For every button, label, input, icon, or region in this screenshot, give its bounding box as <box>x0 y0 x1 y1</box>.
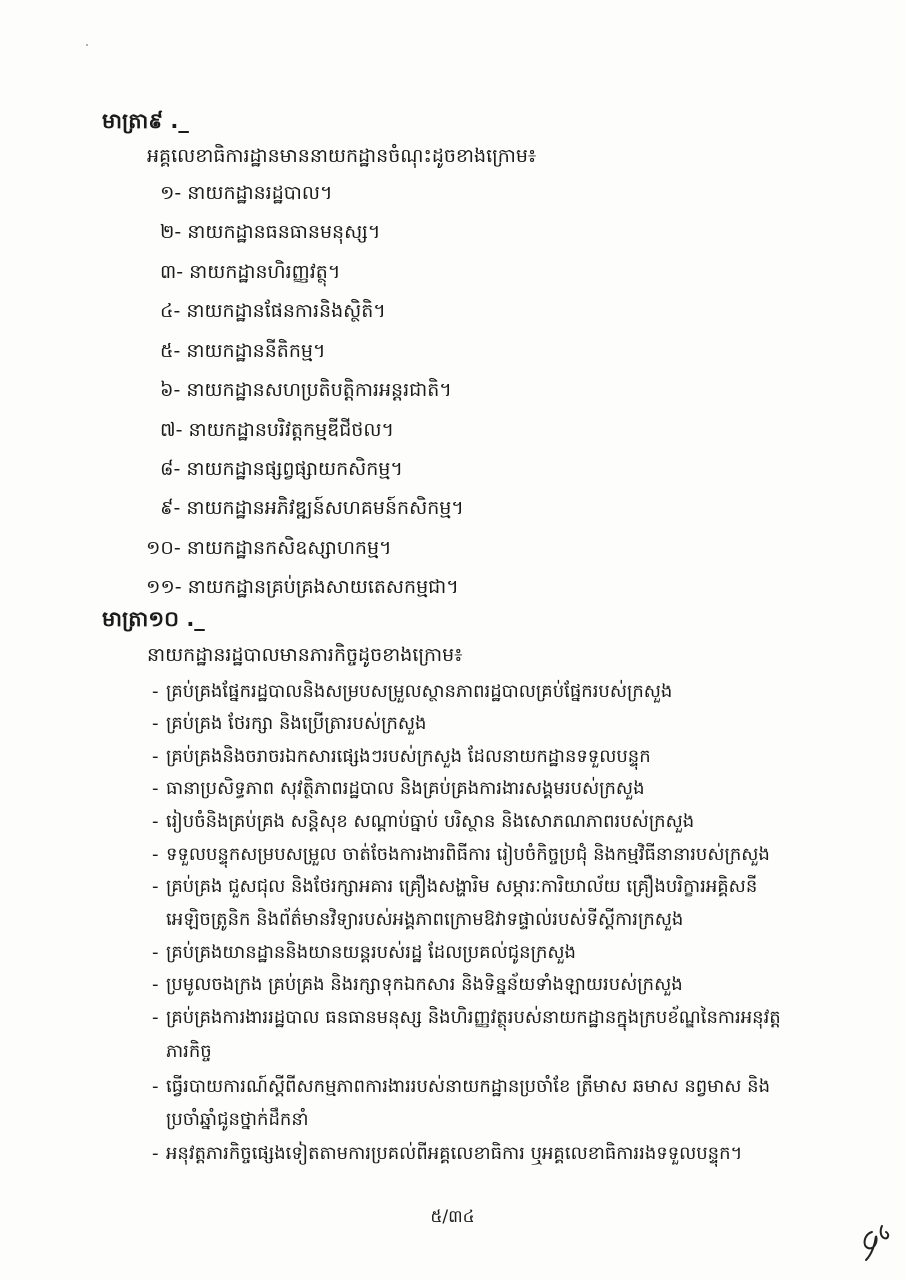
bullet-dash: - <box>152 713 159 734</box>
bullet-dash: - <box>152 778 159 799</box>
bullet-item <box>152 874 757 901</box>
bullet-text: ធានាប្រសិទ្ធភាព សុវត្ថិភាពរដ្ឋបាល និងគ្រប់គ្រងការងារសង្គមរបស់ក្រសួង <box>166 778 645 799</box>
bullet-text: ប្រមូលចងក្រង គ្រប់គ្រង និងរក្សាទុកឯកសារ និងទិន្នន័យទាំងឡាយរបស់ក្រសួង <box>166 974 683 995</box>
bullet-dash: - <box>152 876 159 897</box>
article-10-intro: នាយកដ្ឋានរដ្ឋបាលមានភារកិច្ចដូចខាងក្រោម៖ <box>147 644 463 666</box>
bullet-text: ធ្វើរបាយការណ៍ស្តីពីសកម្មភាពការងាររបស់នាយកដ្ឋានប្រចាំខែ ត្រីមាស ឆមាស នព្វមាស និង <box>166 1076 771 1097</box>
bullet-text: គ្រប់គ្រងនិងចរាចរឯកសារផ្សេងៗរបស់ក្រសួង ដែលនាយកដ្ឋានទទួលបន្ទុក <box>166 746 651 767</box>
bullet-dash: - <box>152 974 159 995</box>
list-item: ៤- នាយកដ្ឋានផែនការនិងស្ថិតិ។ <box>160 300 386 322</box>
list-item: ៨- នាយកដ្ឋានផ្សព្វផ្សាយកសិកម្ម។ <box>160 458 403 480</box>
signature-initials-icon <box>858 1218 894 1264</box>
bullet-continuation: ប្រចាំឆ្នាំជូនថ្នាក់ដឹកនាំ <box>166 1109 309 1130</box>
bullet-item <box>152 776 645 803</box>
bullet-dash: - <box>152 1007 159 1028</box>
list-item: ២- នាយកដ្ឋានធនធានមនុស្ស។ <box>160 221 381 243</box>
bullet-dash: - <box>152 746 159 767</box>
article-10-heading: មាត្រា១០ ._ <box>102 607 205 631</box>
bullet-item <box>152 940 576 967</box>
bullet-item <box>152 679 672 706</box>
list-item: ១- នាយកដ្ឋានរដ្ឋបាល។ <box>160 182 333 204</box>
bullet-continuation: ភារកិច្ច <box>166 1041 212 1062</box>
bullet-text: គ្រប់គ្រង ថែរក្សា និងប្រើត្រារបស់ក្រសួង <box>166 713 427 734</box>
bullet-item <box>152 809 694 836</box>
bullet-dash: - <box>152 811 159 832</box>
bullet-item <box>152 1005 781 1032</box>
bullet-item <box>152 1141 742 1168</box>
bullet-dash: - <box>152 844 159 865</box>
bullet-item <box>152 842 770 869</box>
bullet-text: ទទួលបន្ទុកសម្របសម្រួល ចាត់ចែងការងារពិធីការ រៀបចំកិច្ចប្រជុំ និងកម្មវិធីនានារបស់ក្រសួង <box>166 844 770 865</box>
bullet-dash: - <box>152 1143 159 1164</box>
article-9-intro: អគ្គលេខាធិការដ្ឋានមាននាយកដ្ឋានចំណុះដូចខាងក្រោម៖ <box>147 145 537 167</box>
bullet-text: គ្រប់គ្រងការងាររដ្ឋបាល ធនធានមនុស្ស និងហិរញ្ញវត្ថុរបស់នាយកដ្ឋានក្នុងក្របខ័ណ្ឌនៃការអនុវត្ត <box>166 1007 781 1028</box>
bullet-dash: - <box>152 942 159 963</box>
list-item: ៥- នាយកដ្ឋាននីតិកម្ម។ <box>160 340 326 362</box>
bullet-continuation: អេឡិចត្រូនិក និងព័ត៌មានវិទ្យារបស់អង្គភាពក្រោមឱវាទផ្ទាល់របស់ទីស្តីការក្រសួង <box>166 909 684 930</box>
bullet-item <box>152 972 683 999</box>
list-item: ១១- នាយកដ្ឋានគ្រប់គ្រងសាយតេសកម្មជា។ <box>146 576 459 598</box>
bullet-dash: - <box>152 1076 159 1097</box>
article-9-heading: មាត្រា៩ ._ <box>102 109 189 133</box>
bullet-item <box>152 711 426 738</box>
bullet-text: អនុវត្តភារកិច្ចផ្សេងទៀតតាមការប្រគល់ពីអគ្គលេខាធិការ ឬអគ្គលេខាធិការរងទទួលបន្ទុក។ <box>166 1143 743 1164</box>
list-item: ៣- នាយកដ្ឋានហិរញ្ញវត្ថុ។ <box>160 261 341 283</box>
list-item: ១០- នាយកដ្ឋានកសិឧស្សាហកម្ម។ <box>146 537 392 559</box>
bullet-text: គ្រប់គ្រងយានដ្ឋាននិងយានយន្តរបស់រដ្ឋ ដែលប្រគល់ជូនក្រសួង <box>166 942 576 963</box>
bullet-text: គ្រប់គ្រងផ្នែករដ្ឋបាលនិងសម្របសម្រួលស្ថានភាពរដ្ឋបាលគ្រប់ផ្នែករបស់ក្រសួង <box>166 681 673 702</box>
list-item: ៧- នាយកដ្ឋានបរិវត្តកម្មឌីជីថល។ <box>160 419 394 441</box>
bullet-text: គ្រប់គ្រង ជួសជុល និងថែរក្សាអគារ គ្រឿងសង្ហារិម សម្ភារៈការិយាល័យ គ្រឿងបរិក្ខារអគ្គិសនី <box>166 876 758 897</box>
bullet-dash: - <box>152 681 159 702</box>
page-number: ៥/៣៤ <box>430 1207 475 1227</box>
bullet-item <box>152 1074 770 1101</box>
scan-speck <box>86 44 88 46</box>
bullet-text: រៀបចំនិងគ្រប់គ្រង សន្តិសុខ សណ្ដាប់ធ្នាប់ បរិស្ថាន និងសោភណភាពរបស់ក្រសួង <box>166 811 695 832</box>
list-item: ៩- នាយកដ្ឋានអភិវឌ្ឍន៍សហគមន៍កសិកម្ម។ <box>160 497 464 519</box>
bullet-item <box>152 744 651 771</box>
list-item: ៦- នាយកដ្ឋានសហប្រតិបត្តិការអន្តរជាតិ។ <box>160 379 452 401</box>
